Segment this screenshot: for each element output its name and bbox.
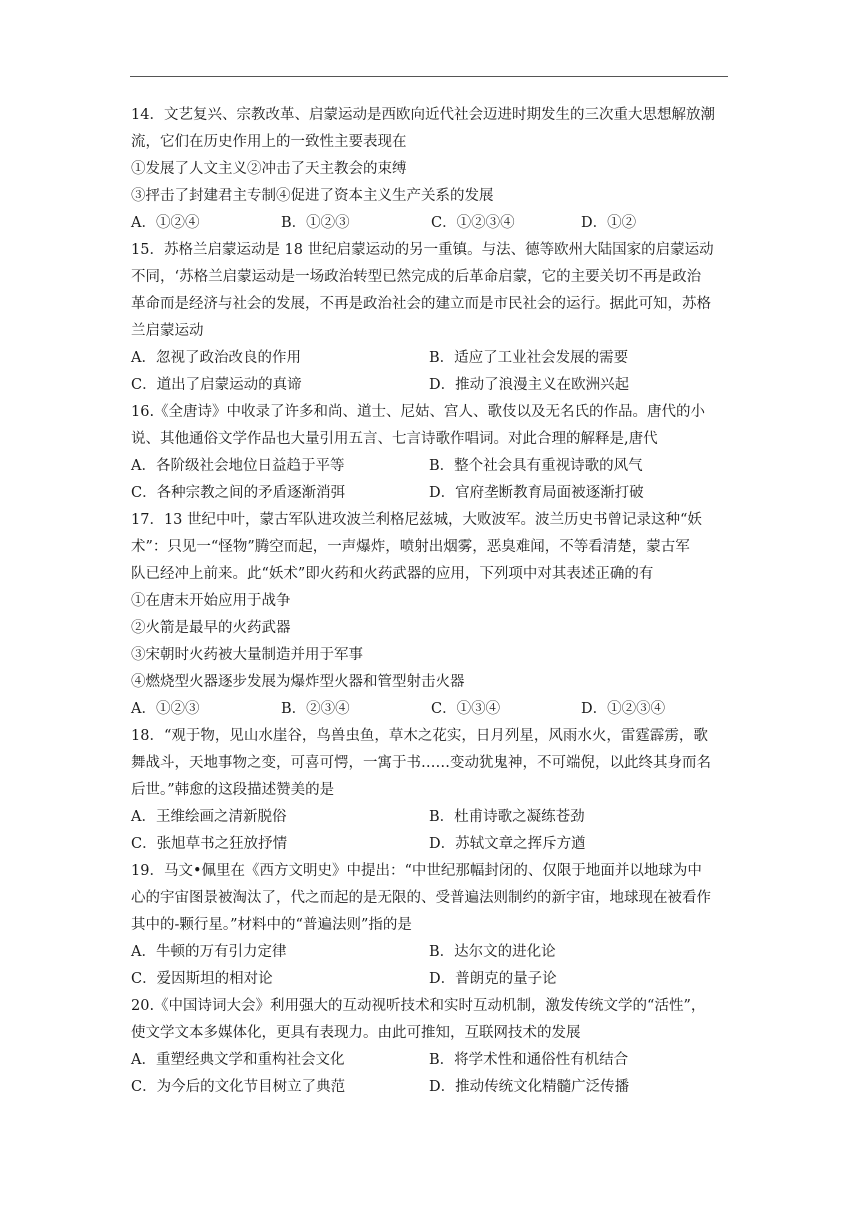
option-b: B．①②③: [281, 215, 350, 231]
option-row: [131, 480, 731, 507]
question-stem-line: 使文学文本多媒体化，更具有表现力。由此可推知，互联网技术的发展: [131, 1025, 581, 1041]
question-18: [131, 723, 731, 858]
option-b: B．达尔文的进化论: [429, 944, 556, 960]
question-stem-line: 后世。”韩愈的这段描述赞美的是: [131, 782, 335, 798]
question-stem-line: 舞战斗，天地事物之变，可喜可愕，一寓于书……变动犹鬼神，不可端倪，以此终其身而名: [131, 755, 711, 771]
option-row: [131, 1074, 731, 1101]
question-stem-line: 20.《中国诗词大会》利用强大的互动视听技术和实时互动机制，激发传统文学的“活性”，: [131, 998, 706, 1014]
option-a: A．牛顿的万有引力定律: [131, 944, 287, 960]
statement-line: ③宋朝时火药被大量制造并用于军事: [131, 647, 363, 663]
option-d: D．官府垄断教育局面被逐渐打破: [429, 485, 644, 501]
question-stem-line: 19．马文•佩里在《西方文明史》中提出：“中世纪那幅封闭的、仅限于地面并以地球为中: [131, 863, 702, 879]
question-stem-line: 18．“观于物，见山水崖谷，鸟兽虫鱼，草木之花实，日月列星，风雨水火，雷霆霹雳，歌: [131, 728, 708, 744]
question-stem-line: 兰启蒙运动: [131, 323, 204, 339]
question-stem-line: 心的宇宙图景被淘汰了，代之而起的是无限的、受普遍法则制约的新宇宙，地球现在被看作: [131, 890, 711, 906]
question-stem-line: 说、其他通俗文学作品也大量引用五言、七言诗歌作唱词。对此合理的解释是,唐代: [131, 431, 658, 447]
statement-line: ②火箭是最早的火药武器: [131, 620, 291, 636]
option-row: [131, 453, 731, 480]
question-20: [131, 993, 731, 1101]
option-a: A．各阶级社会地位日益趋于平等: [131, 458, 345, 474]
question-stem-line: 革命而是经济与社会的发展，不再是政治社会的建立而是市民社会的运行。据此可知，苏格: [131, 296, 711, 312]
question-stem-line: 15．苏格兰启蒙运动是 18 世纪启蒙运动的另一重镇。与法、德等欧州大陆国家的启蒙运动: [131, 242, 714, 258]
option-a: A．忽视了政治改良的作用: [131, 350, 301, 366]
question-17: [131, 507, 731, 723]
option-b: B．将学术性和通俗性有机结合: [429, 1052, 629, 1068]
statement-line: ①发展了人文主义②冲击了天主教会的束缚: [131, 161, 407, 177]
question-stem-line: 队已经冲上前来。此“妖术”即火药和火药武器的应用，下列项中对其表述正确的有: [131, 566, 654, 582]
question-list: [131, 102, 731, 1101]
question-19: [131, 858, 731, 993]
question-stem-line: 其中的-颗行星。”材料中的“普遍法则”指的是: [131, 917, 412, 933]
option-a: A．重塑经典文学和重构社会文化: [131, 1052, 345, 1068]
question-16: [131, 399, 731, 507]
option-row: [131, 831, 731, 858]
statement-line: ①在唐末开始应用于战争: [131, 593, 291, 609]
option-d: D．推动了浪漫主义在欧洲兴起: [429, 377, 630, 393]
option-c: C．各种宗教之间的矛盾逐渐消弭: [131, 485, 346, 501]
question-stem-line: 术”：只见一“怪物”腾空而起，一声爆炸，喷射出烟雾，恶臭难闻，不等看清楚，蒙古军: [131, 539, 690, 555]
statement-line: ③抨击了封建君主专制④促进了资本主义生产关系的发展: [131, 188, 494, 204]
option-row: [131, 1047, 731, 1074]
option-row: [131, 210, 731, 237]
option-row: [131, 696, 731, 723]
question-stem-line: 14．文艺复兴、宗教改革、启蒙运动是西欧向近代社会迈进时期发生的三次重大思想解放潮: [131, 107, 715, 123]
question-15: [131, 237, 731, 399]
option-b: B．②③④: [281, 701, 350, 717]
option-row: [131, 345, 731, 372]
option-d: D．苏轼文章之挥斥方遒: [429, 836, 586, 852]
option-c: C．①②③④: [431, 215, 515, 231]
statement-line: ④燃烧型火器逐步发展为爆炸型火器和管型射击火器: [131, 674, 465, 690]
option-a: A．①②③: [131, 701, 200, 717]
option-d: D．①②: [581, 215, 637, 231]
option-c: C．①③④: [431, 701, 501, 717]
option-b: B．整个社会具有重视诗歌的风气: [429, 458, 643, 474]
question-stem-line: 流，它们在历史作用上的一致性主要表现在: [131, 134, 407, 150]
option-c: C．道出了启蒙运动的真谛: [131, 377, 302, 393]
option-d: D．普朗克的量子论: [429, 971, 557, 987]
option-row: [131, 372, 731, 399]
option-row: [131, 966, 731, 993]
question-stem-line: 不同，‘苏格兰启蒙运动是一场政治转型已然完成的后革命启蒙，它的主要关切不再是政治: [131, 269, 702, 285]
option-c: C．张旭草书之狂放抒情: [131, 836, 288, 852]
option-d: D．推动传统文化精髓广泛传播: [429, 1079, 630, 1095]
option-c: C．为今后的文化节目树立了典范: [131, 1079, 346, 1095]
option-b: B．杜甫诗歌之凝练苍劲: [429, 809, 585, 825]
question-stem-line: 17．13 世纪中叶，蒙古军队进攻波兰利格尼兹城，大败波军。波兰历史书曾记录这种“妖: [131, 512, 702, 528]
option-a: A．①②④: [131, 215, 200, 231]
question-stem-line: 16.《全唐诗》中收录了许多和尚、道士、尼姑、宫人、歌伎以及无名氏的作品。唐代的小: [131, 404, 706, 420]
option-d: D．①②③④: [581, 701, 666, 717]
option-row: [131, 939, 731, 966]
question-14: [131, 102, 731, 237]
option-a: A．王维绘画之清新脱俗: [131, 809, 287, 825]
option-row: [131, 804, 731, 831]
header-rule: [130, 76, 728, 77]
option-b: B．适应了工业社会发展的需要: [429, 350, 629, 366]
option-c: C．爱因斯坦的相对论: [131, 971, 273, 987]
